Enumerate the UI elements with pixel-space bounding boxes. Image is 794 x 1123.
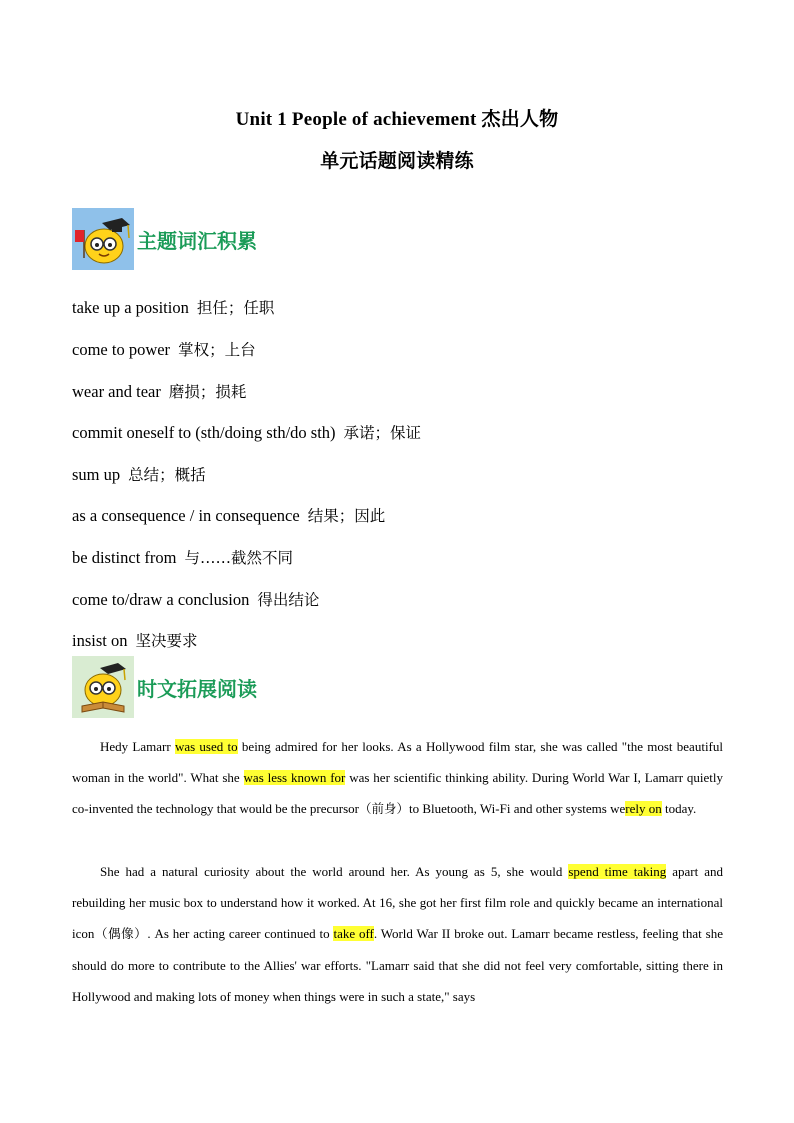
vocab-item: take up a position 担任；任职 <box>72 298 275 317</box>
mascot-graduate-flag-icon <box>72 208 134 270</box>
vocab-item: commit oneself to (sth/doing sth/do sth) 承诺；保证 <box>72 423 422 442</box>
reading-paragraph-2: She had a natural curiosity about the world around her. As young as 5, she would spend time taking apart and rebuilding her music box to understand how it worked. At 16, she got her first film role and quickly became an international icon（偶像）. As her acting career continued to take off. World War II broke out. Lamarr became restless, feeling that she should do more to contribute to the Allies' war efforts. "Lamarr said that she did not feel very comfortable, sitting there in Hollywood and making lots of money when things were in such a state," says <box>72 864 723 1004</box>
vocab-item: come to/draw a conclusion 得出结论 <box>72 590 320 609</box>
highlight-phrase: was used to <box>174 739 238 754</box>
section-reading-header <box>72 656 257 718</box>
vocab-item: be distinct from 与……截然不同 <box>72 548 293 567</box>
mascot-graduate-book-icon <box>72 656 134 718</box>
page-subtitle: 单元话题阅读精练 <box>320 151 474 172</box>
highlight-phrase: take off <box>333 926 374 942</box>
reading-paragraph-1: Hedy Lamarr was used to being admired for her looks. As a Hollywood film star, she was called "the most beautiful woman in the world". What she was less known for was her scientific thinking ability. During World War I, Lamarr quietly co-invented the technology that would be the precursor（前身）to Bluetooth, Wi-Fi and other systems werely on today. <box>72 739 723 817</box>
section-vocab-title: 主题词汇积累 <box>137 228 257 253</box>
vocab-item: wear and tear 磨损；损耗 <box>72 382 247 401</box>
section-vocab-header <box>72 208 257 270</box>
highlight-phrase: was less known for <box>243 770 346 786</box>
vocab-item: come to power 掌权；上台 <box>72 340 256 359</box>
section-reading-title: 时文拓展阅读 <box>137 676 257 701</box>
highlight-phrase: rely on <box>625 801 662 817</box>
vocab-item: insist on 坚决要求 <box>72 631 198 650</box>
vocab-item: sum up 总结；概括 <box>72 465 206 484</box>
page-title: Unit 1 People of achievement 杰出人物 <box>235 109 559 130</box>
highlight-phrase: spend time taking <box>568 864 667 879</box>
vocab-item: as a consequence / in consequence 结果；因此 <box>72 506 386 525</box>
